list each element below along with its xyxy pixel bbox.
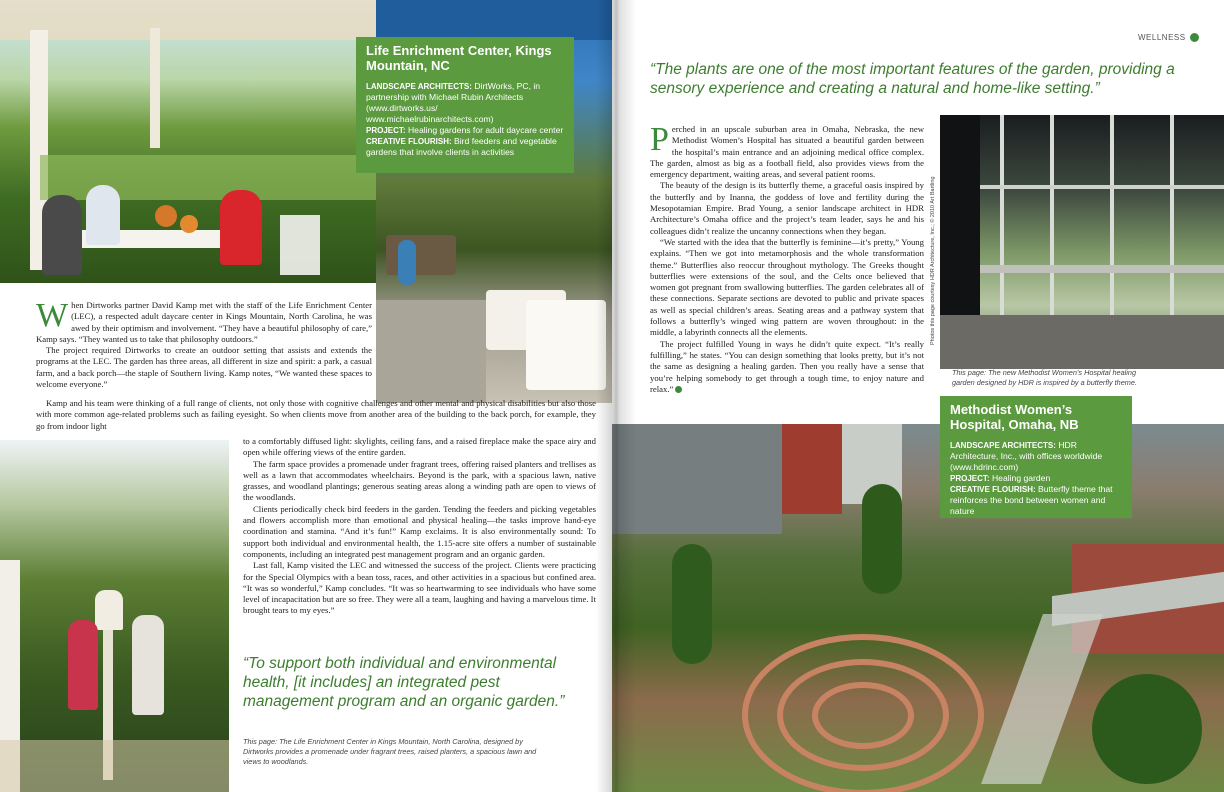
right-infobox-row-architects [950, 440, 1122, 473]
left-article-wide [36, 398, 596, 432]
right-pull-quote: “The plants are one of the most important features of the garden, providing a sensory experience and creating a natural and home-like setting.” [650, 61, 1175, 97]
left-article-paragraph: Clients periodically check bird feeders in the garden. Tending the feeders and picking vegetables and flowers accomplish more than emotional and physical healing—the tasks improve hand-eye coordination and stamina. “And it’s fun!” Kamp exclaims. It is also environmentally sound: To support both individual and environmental health, the 1.15-acre site offers a number of sustainable components, including an integrated pest management program and an organic garden. [243, 503, 596, 559]
left-dropcap: W [36, 297, 69, 334]
right-infobox-title: Methodist Women’s Hospital, Omaha, NB [950, 402, 1079, 432]
left-infobox-row-flourish [366, 136, 564, 158]
left-infobox-label: PROJECT: [366, 126, 406, 135]
right-article-paragraph: erched in an upscale suburban area in Omaha, Nebraska, the new Methodist Women’s Hospital has situated a beautiful garden between the hospital’s main entrance and an adjoining medical office complex. The garden, almost as big as a football field, also provides views from the emergency department, waiting areas, and several patient rooms. [650, 124, 924, 180]
right-infobox-row-flourish [950, 484, 1122, 517]
right-infobox-value: HDR Architecture, Inc., with offices worldwide (www.hdrinc.com) [950, 440, 1103, 472]
left-article-paragraph: to a comfortably diffused light: skylights, ceiling fans, and a raised fireplace make the space airy and open while offering views of the entire garden. [243, 436, 596, 458]
right-dropcap: P [650, 121, 669, 158]
window-interior-photo [940, 115, 1224, 369]
right-article-paragraph: The beauty of the design is its butterfly theme, a graceful oasis inspired by the butterfly and by Inanna, the goddess of love and fertility during the Mesopotamian Empire. Brad Young, a senior landscape architect in HDR Architecture’s Omaha office and the project’s team leader, says he and his colleagues didn’t realize the uncanny connections when they began. [650, 180, 924, 236]
left-infobox-value: Healing gardens for adult daycare center [407, 125, 564, 135]
left-article-top [36, 297, 372, 390]
aerial-garden-photo [612, 424, 1224, 792]
left-infobox-row-project [366, 125, 564, 136]
right-infobox-label: PROJECT: [950, 474, 990, 483]
patio-dining-photo [0, 0, 376, 283]
end-mark-icon [675, 386, 682, 393]
right-infobox-label: CREATIVE FLOURISH: [950, 485, 1036, 494]
right-infobox-label: LANDSCAPE ARCHITECTS: [950, 441, 1056, 450]
left-photo-caption: This page: The Life Enrichment Center in Kings Mountain, North Carolina, designed by Dirtworks provides a promenade under fragrant trees, raised planters, a spacious lawn and views to woodlands. [243, 737, 537, 766]
right-page [612, 0, 1224, 792]
right-infobox-value: Butterfly theme that reinforces the bond between women and nature [950, 484, 1113, 516]
left-article-paragraph: hen Dirtworks partner David Kamp met with the staff of the Life Enrichment Center (LEC), a respected adult daycare center in Kings Mountain, North Carolina, he was awed by their optimism and involvement. “They have a beautiful philosophy of care,” Kamp says. “They wanted us to take that philosophy outdoors.” [36, 300, 372, 344]
left-article-column [243, 436, 596, 617]
left-article-paragraph: Kamp and his team were thinking of a full range of clients, not only those with cognitive challenges and other mental and physical disabilities but also those with more common age-related problems such as failing eyesight. So when clients move from another area of the building to the back porch, for example, they go from indoor light [36, 398, 596, 431]
right-article-paragraph: The project fulfilled Young in ways he didn’t quite expect. “It’s really fulfilling,” he states. “You can design something that looks pretty, but it’s not the same as designing a healing garden. Then you really have a sense that you’re helping somebody to get through a tough time, to enjoy nature and relax.” [650, 338, 924, 394]
section-label [1138, 33, 1199, 42]
left-pull-quote: “To support both individual and environmental health, [it includes] an integrated pest management program and an organic garden.” [243, 655, 565, 710]
left-article-paragraph: Last fall, Kamp visited the LEC and witnessed the success of the project. Clients were practicing for the Special Olympics with a bean toss, races, and other activities in a spacious but confined area. “It was so wonderful,” Kamp concludes. “It was so heartwarming to see individuals who have some level of incapacitation but are so free. They were all a team, laughing and having a marvelous time. It brought tears to my eyes.” [243, 560, 596, 616]
right-infobox-row-project [950, 473, 1122, 484]
right-project-infobox [940, 396, 1132, 518]
left-infobox-label: CREATIVE FLOURISH: [366, 137, 452, 146]
right-article-paragraph: “We started with the idea that the butterfly is feminine—it’s pretty,” Young explains. “Then we got into metamorphosis and the whole transformation theme.” Butterflies also reoccur throughout mythology. The Greeks thought butterflies were extensions of the soul, and the Celts once believed that women got pregnant from swallowing butterflies. The garden celebrates all of these connections. Separate sections are devoted to public and private spaces as well as special children’s areas. Seating areas and a pathway system that follows a butterfly’s winged wing pattern are woven throughout: in the middle, a labyrinth connects all the elements. [650, 236, 924, 338]
right-infobox-value: Healing garden [991, 473, 1051, 483]
section-label-text: WELLNESS [1138, 33, 1186, 42]
left-article-paragraph: The farm space provides a promenade under fragrant trees, offering raised planters and trellises as well as a lawn that accommodates wheelchairs. Beyond is the park, with a spacious lawn, native grasses, and woodland plantings; generous seating areas along a winding path are open to views of the woodlands. [243, 458, 596, 503]
photo-credit: Photos this page courtesy HDR Architecture, Inc.; © 2010 Art Bartling [930, 176, 936, 345]
right-photo-caption: This page: The new Methodist Women’s Hospital healing garden designed by HDR is inspired by a butterfly theme. [952, 368, 1137, 387]
wellness-icon [1190, 33, 1199, 42]
left-infobox-label: LANDSCAPE ARCHITECTS: [366, 82, 472, 91]
left-project-infobox [356, 37, 574, 173]
left-infobox-value: Bird feeders and vegetable gardens that involve clients in activities [366, 136, 557, 157]
left-infobox-row-architects [366, 81, 564, 125]
birdhouse-photo [0, 440, 229, 792]
left-infobox-title: Life Enrichment Center, Kings Mountain, NC [366, 43, 552, 73]
left-infobox-value: DirtWorks, PC, in partnership with Michael Rubin Architects (www.dirtworks.us/ www.michaelrubinarchitects.com) [366, 81, 541, 124]
right-article [650, 121, 924, 395]
left-article-paragraph: The project required Dirtworks to create an outdoor setting that assists and extends the programs at the LEC. The garden has three areas, all different in size and spirit: a park, a casual farm, and a back porch—the staple of Southern living. Kamp notes, “We wanted these spaces to welcome everyone.” [36, 345, 372, 390]
